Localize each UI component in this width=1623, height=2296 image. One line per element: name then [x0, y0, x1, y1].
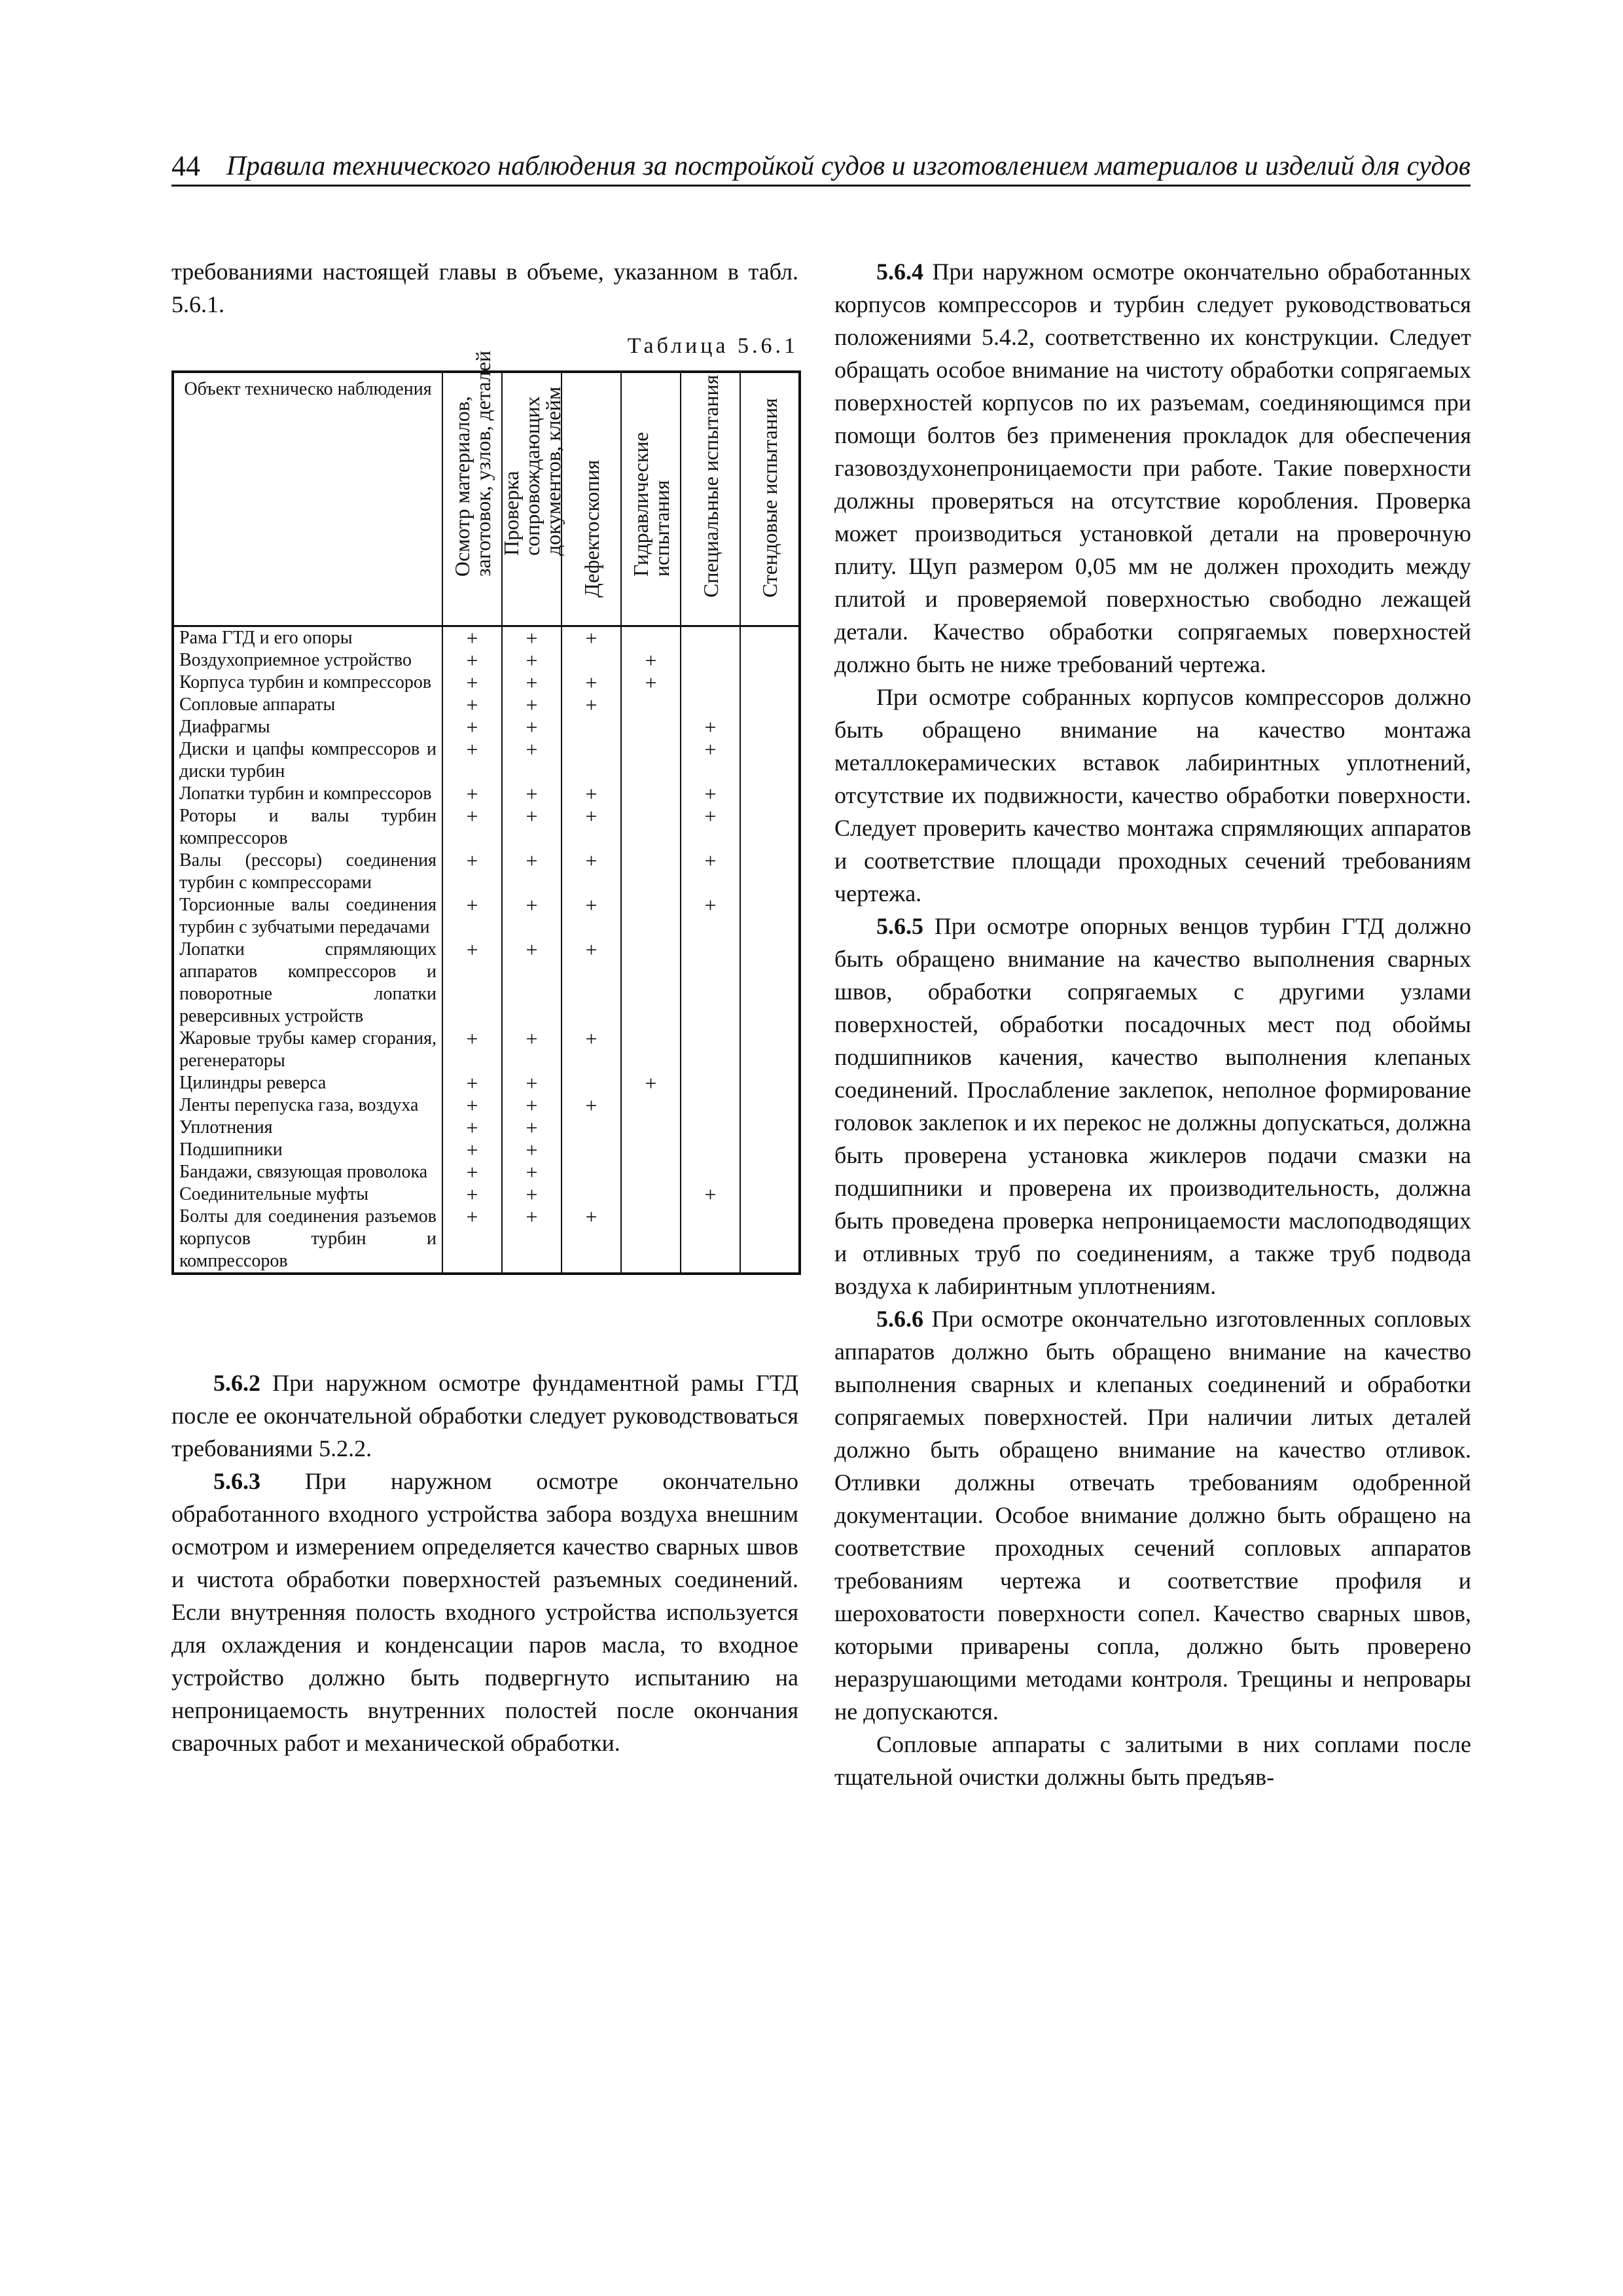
row-mark: +	[502, 672, 562, 694]
row-mark	[621, 1028, 681, 1072]
row-mark	[621, 805, 681, 850]
row-object: Торсионные валы соединения турбин с зубчатыми передачами	[173, 894, 442, 939]
row-mark: +	[621, 649, 681, 672]
row-object: Бандажи, связующая проволока	[173, 1161, 442, 1183]
table-row	[173, 672, 800, 694]
row-mark	[681, 672, 740, 694]
row-mark	[621, 716, 681, 738]
paragraph-text: При осмотре окончательно изготовленных сопловых аппаратов должно быть обращено внимание на качество выполнения сварных и клепаных соединений и обработки сопрягаемых поверхностей. При наличии литых деталей должно быть обращено внимание на качество отливок. Отливки должны отвечать требованиям одобренной документации. Особое внимание должно быть обращено на соответствие проходных сечений сопловых аппаратов требованиям чертежа и соответствие профиля и шероховатости поверхности сопел. Качество сварных швов, которыми приварены сопла, должно быть проверено неразрушающими методами контроля. Трещины и непровары не допускаются.	[834, 1306, 1471, 1725]
header-col-3-label: Дефектоскопия	[579, 459, 603, 598]
row-mark: +	[562, 783, 621, 805]
table-body	[173, 626, 800, 1274]
table-row	[173, 1139, 800, 1161]
row-mark	[740, 1072, 800, 1094]
row-mark	[562, 738, 621, 783]
row-object: Цилиндры реверса	[173, 1072, 442, 1094]
row-mark: +	[502, 1183, 562, 1206]
row-mark	[740, 1183, 800, 1206]
row-object: Жаровые трубы камер сгорания, регенераторы	[173, 1028, 442, 1072]
table-header-row	[173, 372, 800, 626]
running-title: Правила технического наблюдения за постройкой судов и изготовлением материалов и изделий для судов	[226, 151, 1471, 181]
header-col-2	[499, 372, 565, 626]
table-row	[173, 1028, 800, 1072]
table-caption: Таблица 5.6.1	[627, 334, 798, 358]
table-row	[173, 1094, 800, 1117]
row-mark	[681, 694, 740, 716]
row-mark: +	[681, 783, 740, 805]
row-object: Ленты перепуска газа, воздуха	[173, 1094, 442, 1117]
row-mark	[621, 1117, 681, 1139]
row-mark	[621, 1161, 681, 1183]
row-mark: +	[562, 672, 621, 694]
row-mark: +	[442, 1183, 502, 1206]
table-row	[173, 939, 800, 1028]
row-mark: +	[681, 1183, 740, 1206]
section-number: 5.6.5	[876, 913, 923, 939]
row-mark	[621, 738, 681, 783]
section-number: 5.6.6	[876, 1306, 923, 1332]
row-mark: +	[502, 1117, 562, 1139]
row-mark: +	[502, 1028, 562, 1072]
row-mark: +	[442, 1072, 502, 1094]
row-mark: +	[442, 1139, 502, 1161]
row-mark	[740, 1206, 800, 1274]
row-mark: +	[442, 1206, 502, 1274]
paragraph-text: При наружном осмотре окончательно обработанного входного устройства забора воздуха внешним осмотром и измерением определяется качество сварных швов и чистота обработки поверхностей разъемных соединений. Если внутренняя полость входного устройства используется для охлаждения и конденсации паров масла, то входное устройство должно быть подвергнуто испытанию на непроницаемость внутренних полостей после окончания сварочных работ и механической обработки.	[171, 1468, 798, 1756]
row-mark	[681, 1206, 740, 1274]
paragraph-5-6-3	[171, 1465, 798, 1759]
table-row	[173, 1117, 800, 1139]
row-mark: +	[442, 1028, 502, 1072]
row-mark	[621, 626, 681, 650]
table-row	[173, 850, 800, 894]
header-col-4-label: Гидравлические испытания	[628, 432, 673, 577]
row-mark	[681, 1072, 740, 1094]
row-mark: +	[681, 738, 740, 783]
row-mark	[621, 694, 681, 716]
row-object: Диафрагмы	[173, 716, 442, 738]
paragraph-5-6-2	[171, 1367, 798, 1465]
row-mark	[740, 1139, 800, 1161]
row-mark: +	[502, 1072, 562, 1094]
row-mark: +	[442, 738, 502, 783]
row-object: Лопатки спрямляющих аппаратов компрессоров и поворотные лопатки реверсивных устройств	[173, 939, 442, 1028]
row-mark: +	[562, 1028, 621, 1072]
paragraph-assembled-casings: При осмотре собранных корпусов компрессоров должно быть обращено внимание на качество монтажа металлокерамических вставок лабиринтных уплотнений, отсутствие их подвижности, качество обработки поверхности. Следует проверить качество монтажа спрямляющих аппаратов и соответствие площади проходных сечений требованиям чертежа.	[834, 684, 1471, 906]
row-object: Сопловые аппараты	[173, 694, 442, 716]
row-mark	[740, 805, 800, 850]
row-mark	[621, 1206, 681, 1274]
row-mark: +	[562, 894, 621, 939]
row-mark: +	[621, 672, 681, 694]
row-mark	[740, 850, 800, 894]
row-mark	[562, 1161, 621, 1183]
row-mark	[562, 649, 621, 672]
row-mark: +	[502, 716, 562, 738]
row-mark: +	[681, 894, 740, 939]
row-mark: +	[502, 694, 562, 716]
row-object: Болты для соединения разъемов корпусов турбин и компрессоров	[173, 1206, 442, 1274]
header-col-1	[442, 350, 502, 626]
row-mark	[740, 939, 800, 1028]
row-mark	[740, 1117, 800, 1139]
paragraph-5-6-4	[834, 255, 1471, 681]
inspection-table	[171, 350, 801, 1275]
row-object: Роторы и валы турбин компрессоров	[173, 805, 442, 850]
row-mark	[681, 1117, 740, 1139]
row-mark: +	[442, 649, 502, 672]
row-object: Рама ГТД и его опоры	[173, 626, 442, 650]
table-row	[173, 694, 800, 716]
row-mark	[562, 1183, 621, 1206]
row-mark: +	[502, 626, 562, 650]
row-mark: +	[502, 1139, 562, 1161]
header-object-label: Объект техническо наблюдения	[184, 379, 432, 399]
row-object: Соединительные муфты	[173, 1183, 442, 1206]
left-column	[171, 255, 798, 1759]
row-mark	[621, 894, 681, 939]
row-mark: +	[442, 805, 502, 850]
row-mark: +	[681, 850, 740, 894]
row-mark	[740, 649, 800, 672]
row-mark: +	[442, 716, 502, 738]
row-mark: +	[442, 939, 502, 1028]
intro-paragraph: требованиями настоящей главы в объеме, указанном в табл. 5.6.1.	[171, 259, 798, 317]
paragraph-text: При осмотре опорных венцов турбин ГТД должно быть обращено внимание на качество выполнения сварных швов, обработки сопрягаемых с другими узлами поверхностей, обработки посадочных мест под обоймы подшипников качения, качество выполнения клепаных соединений. Прослабление заклепок, неполное формирование головок заклепок и их перекос не должны допускаться, должна быть проверена установка жиклеров подачи смазки на подшипники и проверена их производительность, должна быть проведена проверка непроницаемости маслоподводящих и отливных труб по соединениям, а также труб подвода воздуха к лабиринтным уплотнениям.	[834, 913, 1471, 1299]
row-mark: +	[681, 716, 740, 738]
section-number: 5.6.3	[213, 1468, 260, 1494]
row-mark	[681, 1094, 740, 1117]
table-row	[173, 626, 800, 650]
row-mark	[740, 1094, 800, 1117]
row-mark	[621, 850, 681, 894]
row-mark	[621, 939, 681, 1028]
row-mark	[681, 626, 740, 650]
row-mark	[740, 716, 800, 738]
row-mark	[681, 649, 740, 672]
paragraph-text: При наружном осмотре окончательно обработанных корпусов компрессоров и турбин следует руководствоваться положениями 5.4.2, соответственно их конструкции. Следует обращать особое внимание на чистоту обработки сопрягаемых поверхностей корпусов по их разъемам, соединяющимся при помощи болтов без применения прокладок для обеспечения газовоздухонепроницаемости при работе. Такие поверхности должны проверяться на отсутствие коробления. Проверка может производиться установкой детали на проверочную плиту. Щуп размером 0,05 мм не должен проходить между плитой и проверяемой поверхностью свободно лежащей детали. Качество обработки сопрягаемых поверхностей должно быть не ниже требований чертежа.	[834, 259, 1471, 677]
row-mark	[621, 1139, 681, 1161]
row-mark: +	[442, 694, 502, 716]
table-row	[173, 649, 800, 672]
row-mark: +	[502, 805, 562, 850]
row-mark	[740, 694, 800, 716]
header-object	[173, 372, 442, 626]
row-mark	[621, 1094, 681, 1117]
row-mark: +	[502, 1206, 562, 1274]
row-mark	[681, 1028, 740, 1072]
row-mark: +	[562, 850, 621, 894]
row-object: Лопатки турбин и компрессоров	[173, 783, 442, 805]
row-object: Воздухоприемное устройство	[173, 649, 442, 672]
row-mark: +	[442, 1161, 502, 1183]
row-mark	[562, 1139, 621, 1161]
header-col-5-label: Специальные испытания	[698, 374, 722, 598]
row-mark	[740, 894, 800, 939]
row-mark: +	[562, 694, 621, 716]
row-mark: +	[502, 738, 562, 783]
table-row	[173, 738, 800, 783]
row-mark	[681, 939, 740, 1028]
row-mark: +	[621, 1072, 681, 1094]
row-mark	[740, 672, 800, 694]
row-mark	[562, 716, 621, 738]
paragraph-text: При наружном осмотре фундаментной рамы ГТД после ее окончательной обработки следует руководствоваться требованиями 5.2.2.	[171, 1370, 798, 1462]
table-row	[173, 716, 800, 738]
row-object: Подшипники	[173, 1139, 442, 1161]
right-column	[834, 255, 1471, 1793]
row-object: Валы (рессоры) соединения турбин с компрессорами	[173, 850, 442, 894]
row-mark: +	[442, 1117, 502, 1139]
header-col-6	[740, 372, 800, 626]
row-mark: +	[502, 1161, 562, 1183]
table-row	[173, 894, 800, 939]
row-mark: +	[502, 939, 562, 1028]
table-row	[173, 1161, 800, 1183]
row-mark: +	[562, 1094, 621, 1117]
row-mark: +	[442, 1094, 502, 1117]
section-number: 5.6.4	[876, 259, 923, 285]
header-col-6-label: Стендовые испытания	[758, 398, 781, 598]
row-mark: +	[502, 850, 562, 894]
table-row	[173, 805, 800, 850]
row-mark	[621, 1183, 681, 1206]
row-mark	[740, 783, 800, 805]
row-mark: +	[502, 894, 562, 939]
row-mark: +	[562, 805, 621, 850]
paragraph-5-6-5	[834, 910, 1471, 1302]
paragraph-nozzle-assemblies: Сопловые аппараты с залитыми в них соплами после тщательной очистки должны быть предъяв-	[834, 1731, 1471, 1790]
paragraph-5-6-6	[834, 1302, 1471, 1728]
row-mark: +	[442, 626, 502, 650]
row-mark: +	[562, 626, 621, 650]
page-number: 44	[171, 150, 200, 182]
row-object: Корпуса турбин и компрессоров	[173, 672, 442, 694]
table-row	[173, 1206, 800, 1274]
header-col-2-label: Проверка сопровождающих документов, клейм	[499, 386, 565, 556]
row-object: Диски и цапфы компрессоров и диски турбин	[173, 738, 442, 783]
row-mark	[740, 626, 800, 650]
row-mark	[562, 1072, 621, 1094]
row-mark: +	[442, 783, 502, 805]
row-mark	[740, 1161, 800, 1183]
header-col-5	[681, 372, 740, 626]
row-mark: +	[502, 783, 562, 805]
row-mark	[681, 1161, 740, 1183]
row-mark	[740, 738, 800, 783]
row-mark: +	[502, 649, 562, 672]
row-mark: +	[442, 850, 502, 894]
table-row	[173, 783, 800, 805]
row-mark: +	[502, 1094, 562, 1117]
row-mark: +	[681, 805, 740, 850]
header-col-1-label: Осмотр материалов, заготовок, узлов, деталей	[450, 350, 495, 577]
table-row	[173, 1183, 800, 1206]
header-col-3	[562, 372, 621, 626]
row-object: Уплотнения	[173, 1117, 442, 1139]
section-number: 5.6.2	[213, 1370, 260, 1396]
table-row	[173, 1072, 800, 1094]
row-mark: +	[562, 1206, 621, 1274]
row-mark	[681, 1139, 740, 1161]
row-mark	[740, 1028, 800, 1072]
row-mark: +	[442, 894, 502, 939]
row-mark	[562, 1117, 621, 1139]
row-mark	[621, 783, 681, 805]
header-col-4	[621, 372, 681, 626]
row-mark: +	[442, 672, 502, 694]
page-header	[171, 145, 1471, 187]
row-mark: +	[562, 939, 621, 1028]
